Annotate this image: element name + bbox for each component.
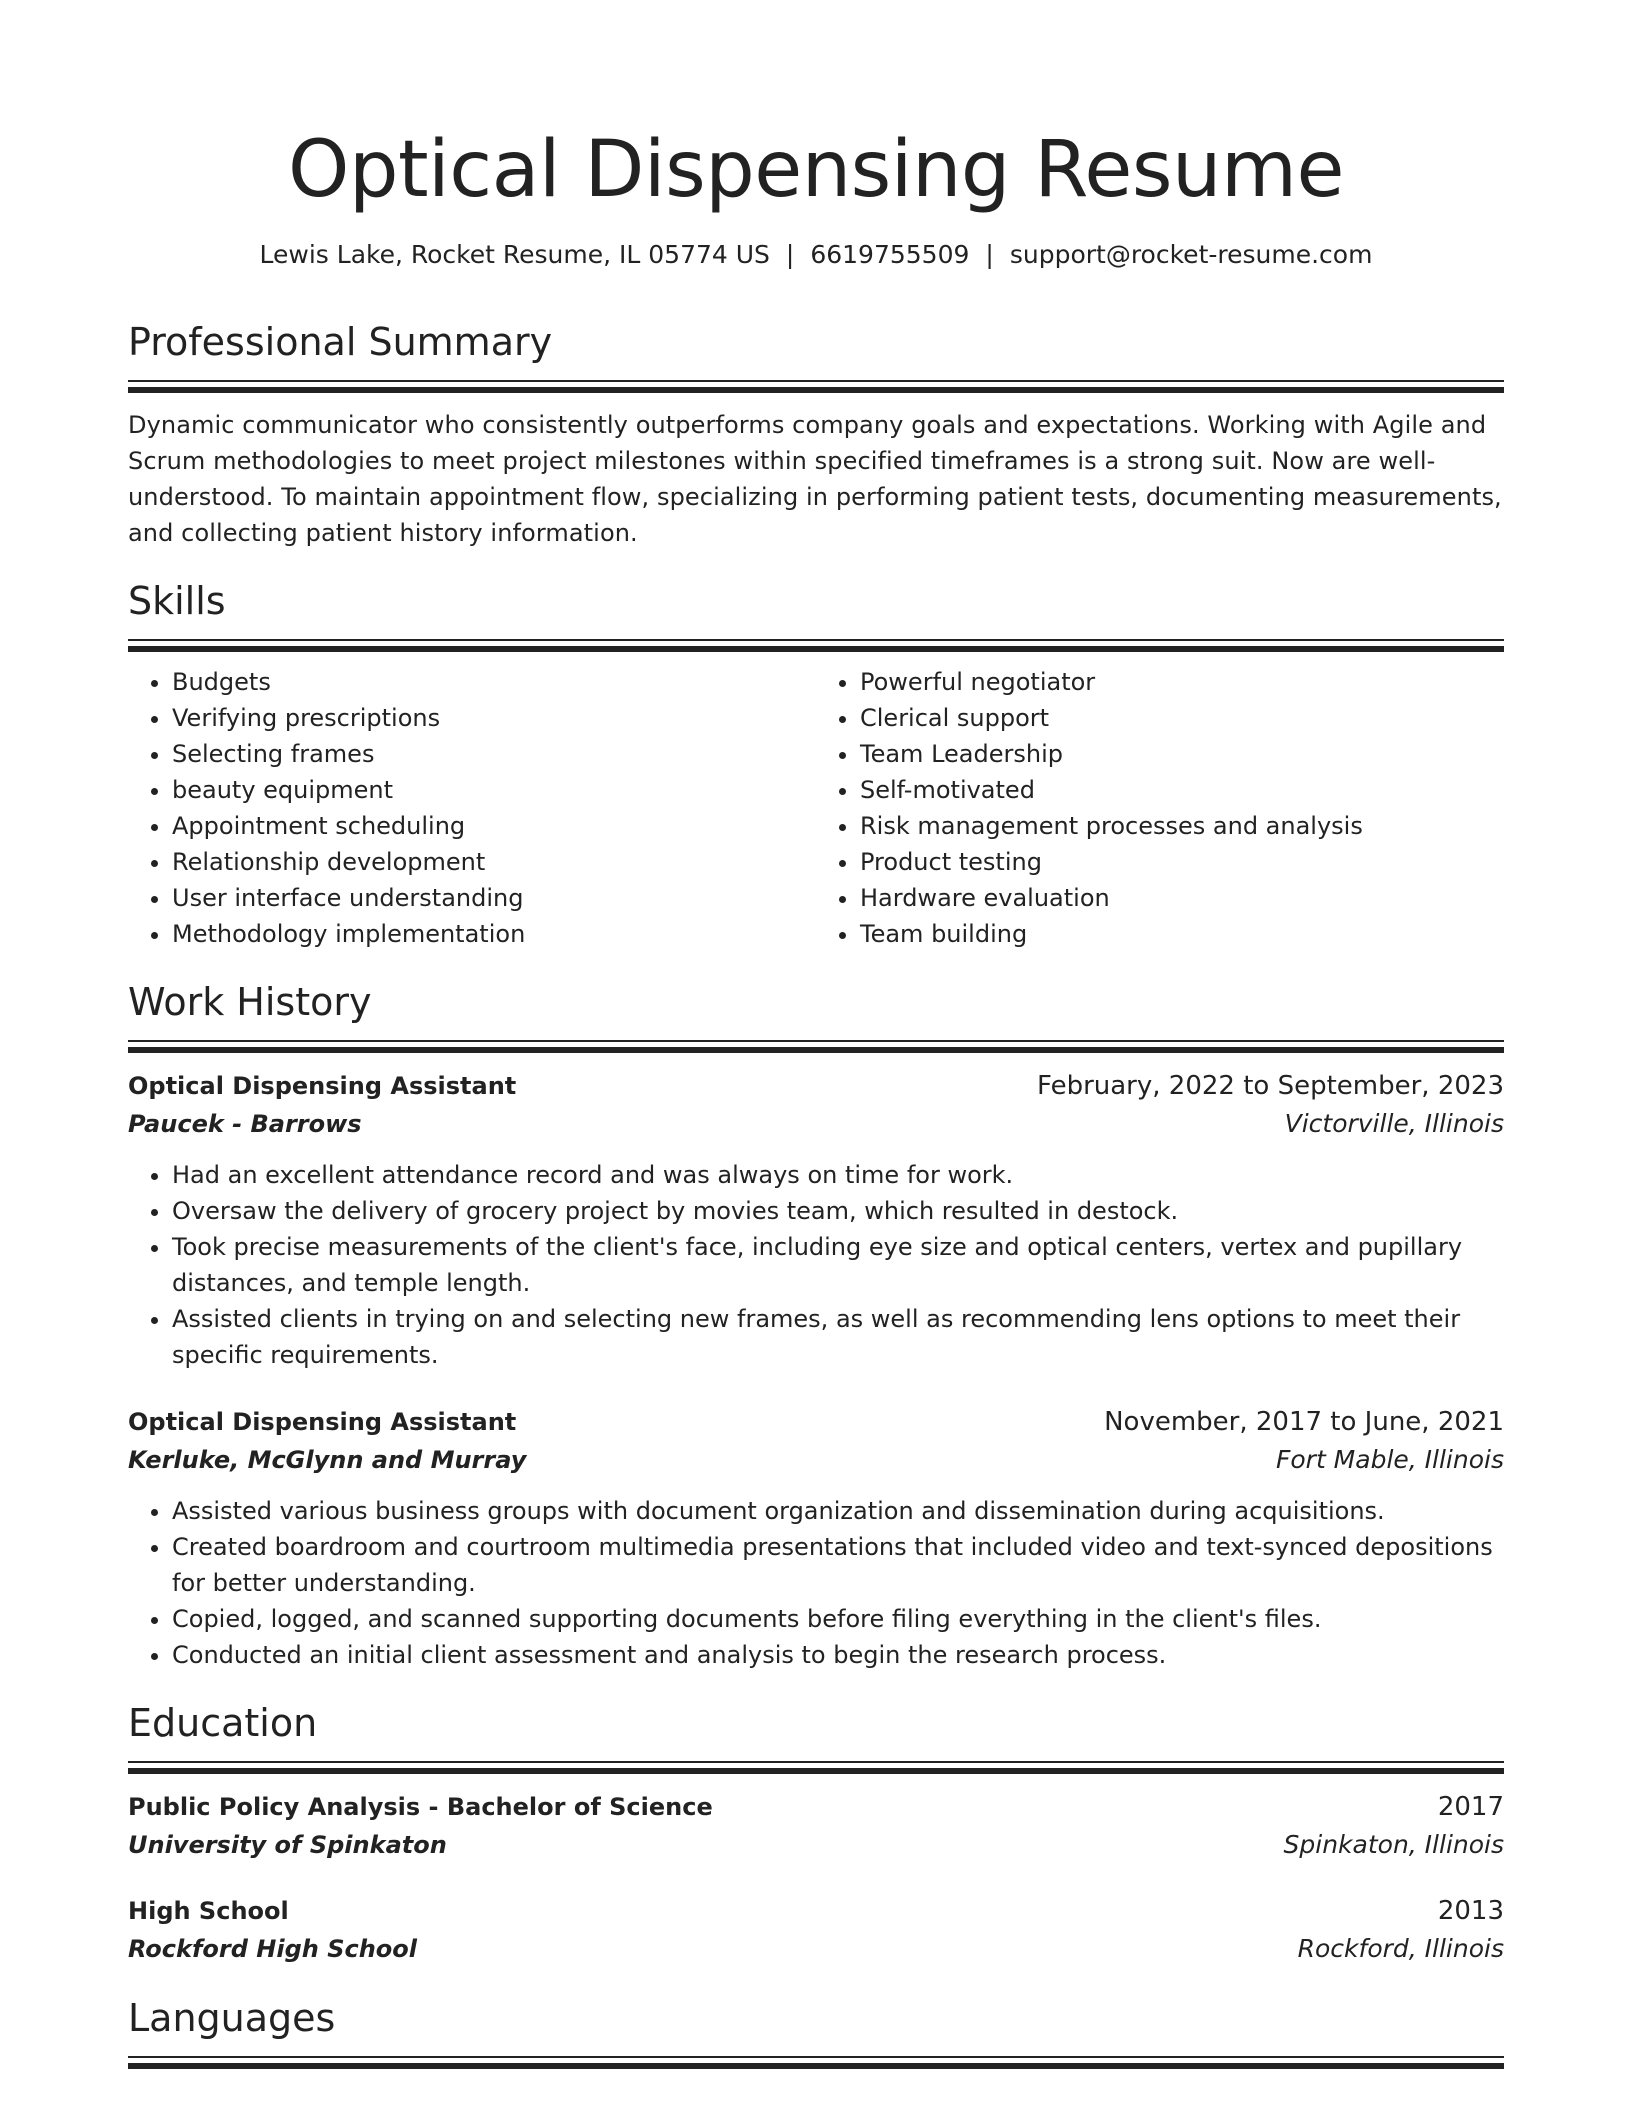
job-responsibilities [128,1493,1504,1673]
skill-item: • Hardware evaluation [860,880,1504,916]
job-bullet: • Assisted various business groups with document organization and dissemination during acquisitions. [172,1493,1504,1529]
job-location: Fort Mable, Illinois [1275,1445,1504,1474]
skill-item: • Team building [860,916,1504,952]
job-location: Victorville, Illinois [1284,1109,1504,1138]
skills-columns [128,664,1504,952]
section-heading: Languages [128,1996,336,2040]
skill-item: • Selecting frames [172,736,816,772]
job-bullet: • Assisted clients in trying on and selecting new frames, as well as recommending lens options to meet their specific requirements. [172,1301,1504,1373]
education-degree: High School [128,1897,289,1925]
skill-item: • Relationship development [172,844,816,880]
contact-email: support@rocket-resume.com [1009,240,1373,269]
job-company: Kerluke, McGlynn and Murray [128,1446,527,1474]
section-divider [128,2056,1504,2069]
skill-item: • Risk management processes and analysis [860,808,1504,844]
skills-list-left [128,664,816,952]
resume-title: Optical Dispensing Resume [288,125,1344,215]
resume-page [128,120,1504,2069]
job-title: Optical Dispensing Assistant [128,1072,517,1100]
skill-item: • Budgets [172,664,816,700]
job-bullet: • Conducted an initial client assessment and analysis to begin the research process. [172,1637,1504,1673]
job-dates: February, 2022 to September, 2023 [1037,1071,1504,1101]
education-section [128,1699,1504,1968]
education-year: 2017 [1437,1792,1504,1822]
job-bullet: • Had an excellent attendance record and was always on time for work. [172,1157,1504,1193]
skills-list-right [816,664,1504,952]
education-school: Rockford High School [128,1935,417,1963]
contact-address: Lewis Lake, Rocket Resume, IL 05774 US [259,240,770,269]
summary-section [128,318,1504,551]
skill-item: • Clerical support [860,700,1504,736]
work-history-section [128,978,1504,1673]
education-year: 2013 [1437,1896,1504,1926]
education-entry [128,1892,1504,1968]
job-responsibilities [128,1157,1504,1373]
skill-item: • Appointment scheduling [172,808,816,844]
job-company: Paucek - Barrows [128,1110,362,1138]
education-entry [128,1788,1504,1864]
job-bullet: • Oversaw the delivery of grocery project by movies team, which resulted in destock. [172,1193,1504,1229]
skill-item: • Powerful negotiator [860,664,1504,700]
contact-phone: 6619755509 [810,240,970,269]
section-heading: Professional Summary [128,320,553,364]
skill-item: • beauty equipment [172,772,816,808]
job-bullet: • Copied, logged, and scanned supporting documents before filing everything in the client's files. [172,1601,1504,1637]
job-bullet: • Created boardroom and courtroom multimedia presentations that included video and text-synced depositions for better understanding. [172,1529,1504,1601]
education-location: Spinkaton, Illinois [1283,1830,1504,1859]
education-location: Rockford, Illinois [1297,1934,1504,1963]
skill-item: • Verifying prescriptions [172,700,816,736]
job-entry [128,1067,1504,1373]
skill-item: • Self-motivated [860,772,1504,808]
skills-section [128,577,1504,952]
section-divider [128,1040,1504,1053]
skill-item: • Product testing [860,844,1504,880]
section-heading: Work History [128,980,372,1024]
job-dates: November, 2017 to June, 2021 [1104,1407,1504,1437]
section-heading: Education [128,1701,318,1745]
skill-item: • Methodology implementation [172,916,816,952]
section-heading: Skills [128,579,226,623]
skill-item: • Team Leadership [860,736,1504,772]
education-school: University of Spinkaton [128,1831,447,1859]
section-divider [128,1761,1504,1774]
job-entry [128,1403,1504,1673]
skill-item: • User interface understanding [172,880,816,916]
job-bullet: • Took precise measurements of the client's face, including eye size and optical centers, vertex and pupillary distances, and temple length. [172,1229,1504,1301]
section-divider [128,639,1504,652]
contact-separator: | [985,240,994,269]
section-divider [128,380,1504,393]
contact-separator: | [785,240,795,269]
education-degree: Public Policy Analysis - Bachelor of Science [128,1793,713,1821]
summary-text: Dynamic communicator who consistently outperforms company goals and expectations. Working with Agile and Scrum methodologies to meet project milestones within specified timeframes is a strong suit. Now are well-understood. To maintain appointment flow, specializing in performing patient tests, documenting measurements, and collecting patient history information. [128,411,1502,547]
job-title: Optical Dispensing Assistant [128,1408,517,1436]
languages-section [128,1994,1504,2069]
contact-line [128,238,1504,272]
